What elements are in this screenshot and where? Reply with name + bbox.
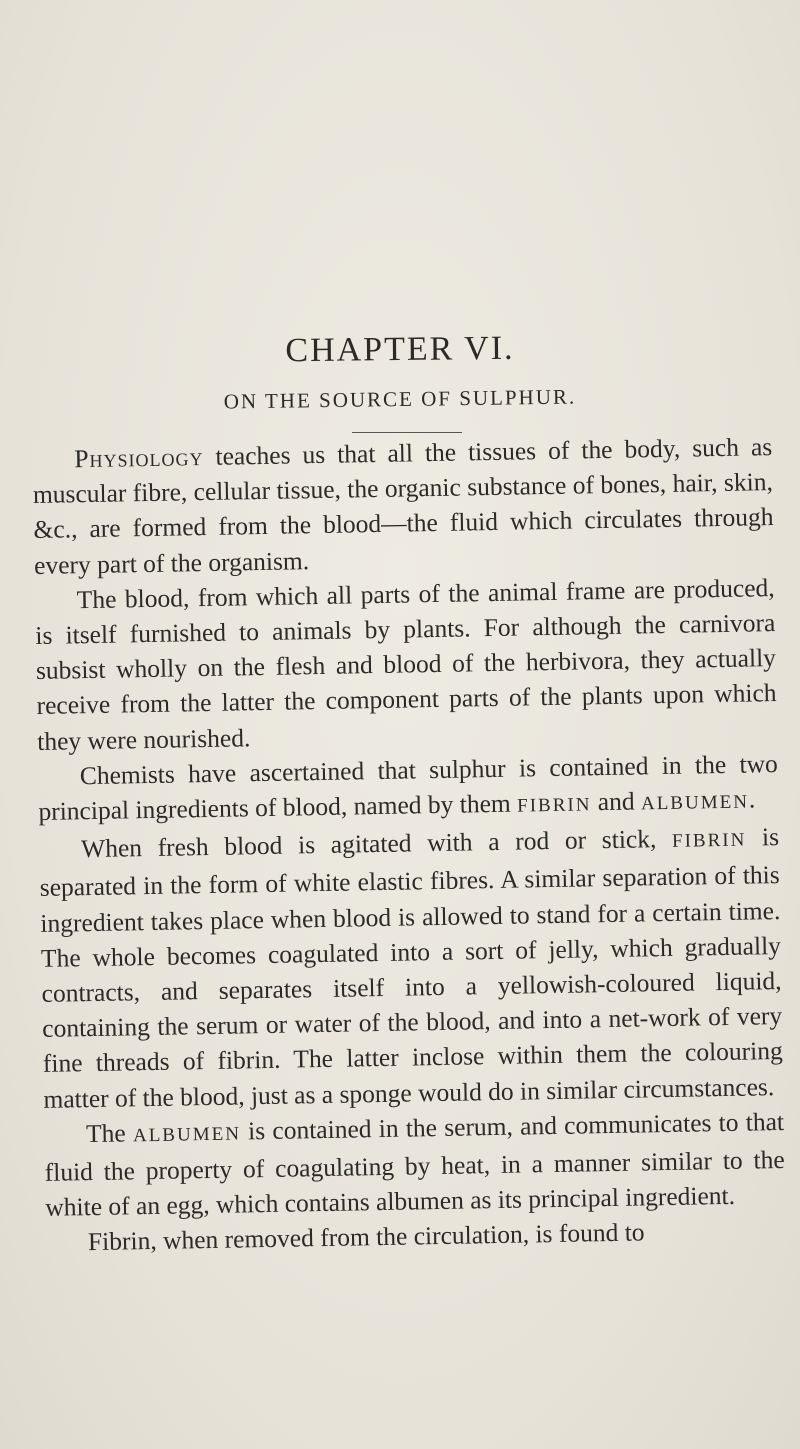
- paragraph-text: Fibrin, when removed from the circulation, is found to: [87, 1217, 645, 1257]
- paragraph-2: [34, 570, 777, 759]
- term-fibrin: FIBRIN: [516, 794, 592, 817]
- lead-word: Physiology: [74, 442, 204, 474]
- paragraph-text: The: [85, 1118, 134, 1149]
- chapter-subtitle: ON THE SOURCE OF SULPHUR.: [223, 384, 577, 414]
- paragraph-text: and: [591, 786, 642, 817]
- chapter-title: CHAPTER VI.: [285, 329, 515, 370]
- paragraph-4: [39, 819, 784, 1116]
- paragraph-1: [32, 429, 774, 583]
- paragraph-3: [38, 746, 779, 832]
- paragraph-text: The blood, from which all parts of the animal frame are produced, is itself furnished to animals by plants. For although the carnivora subsist wholly on the flesh and blood of the herbivora, they actually receive from the latter the component parts of the plants upon which they were nourished.: [35, 572, 777, 756]
- term-albumen: ALBUMEN: [132, 1123, 242, 1147]
- term-fibrin: FIBRIN: [671, 829, 747, 853]
- paragraph-text: .: [748, 784, 756, 814]
- paragraph-text: teaches us that all the tissues of the body, such as muscular fibre, cellular tissue, the organic substance of bones, hair, skin, &c., are formed from the blood—the fluid which circulates through every part of the organism.: [32, 432, 774, 580]
- paragraph-text: is contained in the serum, and communicates to that fluid the property of coagulating by heat, in a manner similar to the white of an egg, which contains albumen as its principal ingredient.: [44, 1106, 785, 1223]
- title-divider: [352, 432, 462, 433]
- term-albumen: ALBUMEN: [640, 791, 750, 815]
- paragraph-5: [44, 1104, 786, 1226]
- paragraph-text: is separated in the form of white elastic fibres. A similar separation of this ingredient takes place when blood is allowed to stand for a certain time. The whole becomes coagulated into a sort of jelly, which gradually contracts, and separates itself into a yellowish-coloured liquid, containing the serum or water of the blood, and into a net-work of very fine threads of fibrin. The latter inclose within them the colouring matter of the blood, just as a sponge would do in similar circumstances.: [39, 822, 783, 1114]
- chapter-body: [32, 429, 786, 1260]
- paragraph-text: When fresh blood is agitated with a rod or stick,: [80, 824, 673, 864]
- paragraph-text: Chemists have ascertained that sulphur is contained in the two principal ingredients of blood, named by them: [38, 748, 778, 826]
